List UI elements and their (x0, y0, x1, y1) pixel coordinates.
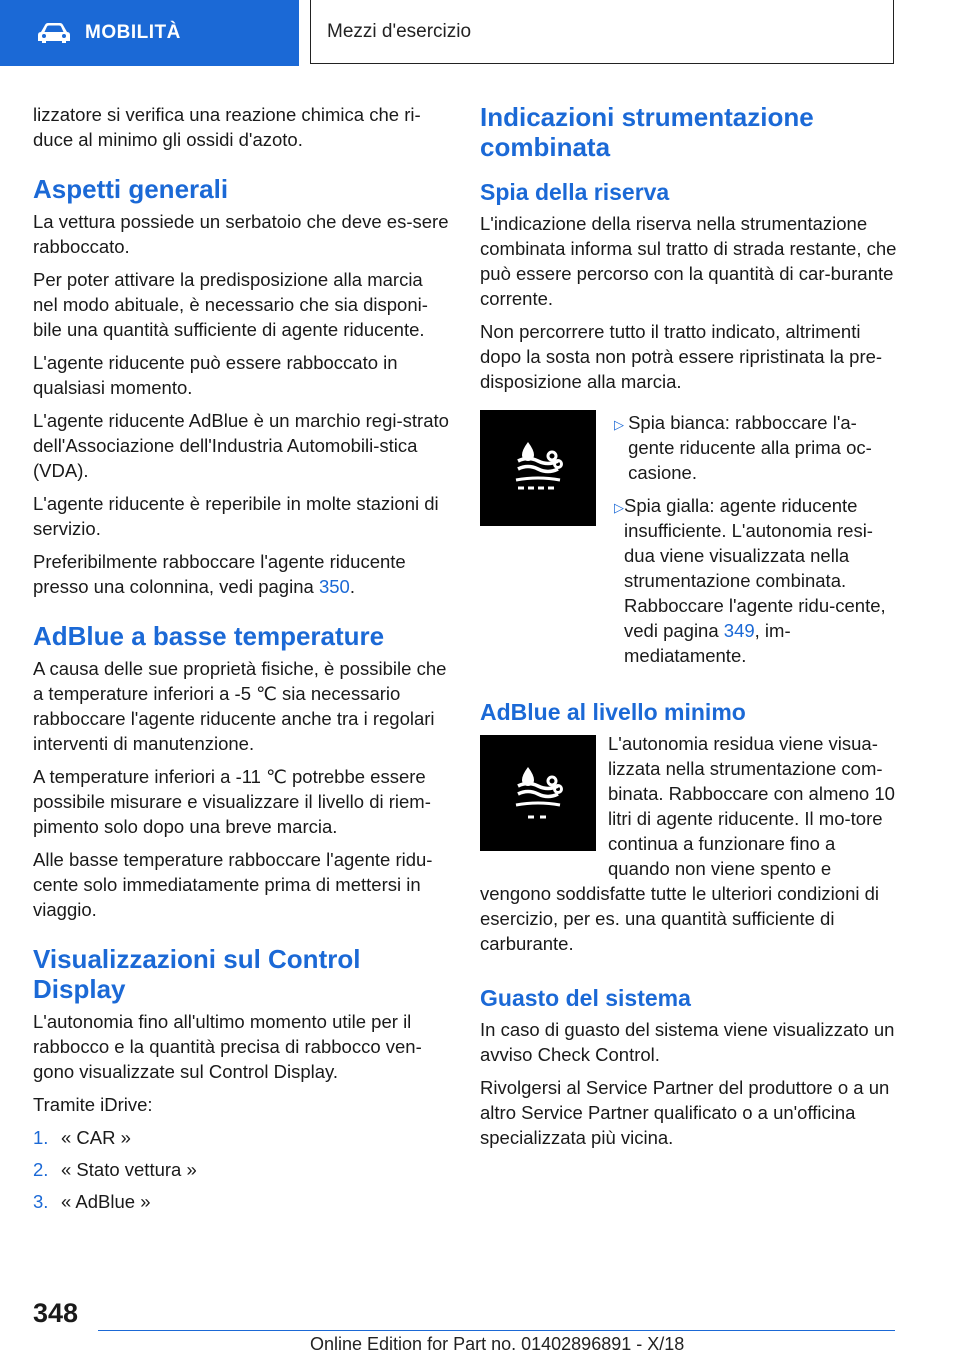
paragraph: La vettura possiede un serbatoio che deve es-sere rabboccato. (33, 211, 449, 257)
list-item (33, 1157, 449, 1182)
chapter-label: Mezzi d'esercizio (327, 20, 472, 42)
bullet-text (624, 493, 900, 668)
warning-bullets (614, 410, 900, 676)
paragraph: Tramite iDrive: (33, 1094, 153, 1115)
page-number: 348 (33, 1298, 79, 1328)
list-item (33, 1125, 449, 1150)
paragraph: Alle basse temperature rabboccare l'agente ridu-cente solo immediatamente prima di mettersi in viaggio. (33, 849, 433, 920)
list-item (33, 1189, 449, 1214)
heading-indicazioni-strumentazione: Indicazioni strumentazione combinata (480, 102, 814, 162)
paragraph: L'agente riducente può essere rabboccato in qualsiasi momento. (33, 352, 398, 398)
paragraph: L'agente riducente AdBlue è un marchio regi-strato dell'Associazione dell'Industria Automobili-stica (VDA). (33, 410, 449, 481)
reserve-warning-row (480, 410, 900, 676)
intro-paragraph: lizzatore si verifica una reazione chimica che ri-duce al minimo gli ossidi d'azoto. (33, 104, 421, 150)
car-icon (37, 22, 71, 44)
minimum-level-block (480, 731, 900, 956)
footer-edition: Online Edition for Part no. 01402896891 - X/18 (310, 1334, 685, 1354)
page-link-349[interactable]: 349 (723, 620, 755, 641)
paragraph: A temperature inferiori a -11 ℃ potrebbe essere possibile misurare e visualizzare il livello di riem-pimento solo dopo una breve marcia. (33, 766, 431, 837)
chapter-tab (310, 0, 894, 64)
adblue-minimum-icon (480, 735, 596, 851)
paragraph-text: Preferibilmente rabboccare l'agente riducente presso una colonnina, vedi pagina (33, 551, 406, 597)
step-text: « Stato vettura » (61, 1159, 197, 1180)
triangle-bullet-icon: ▷ (614, 417, 624, 432)
triangle-bullet-icon: ▷ (614, 500, 624, 515)
step-number: 1. (33, 1127, 49, 1148)
heading-aspetti-generali: Aspetti generali (33, 174, 229, 204)
paragraph: Non percorrere tutto il tratto indicato, altrimenti dopo la sosta non potrà essere ripristinata la pre-disposizione alla marcia. (480, 321, 883, 392)
page-link-350[interactable]: 350 (318, 576, 350, 597)
left-column (33, 102, 449, 1221)
step-number: 3. (33, 1191, 49, 1212)
paragraph (33, 549, 449, 599)
paragraph: In caso di guasto del sistema viene visualizzato un avviso Check Control. (480, 1019, 895, 1065)
bullet-text: Spia bianca: rabboccare l'a-gente riducente alla prima oc-casione. (628, 412, 872, 483)
step-text: « AdBlue » (61, 1191, 151, 1212)
paragraph: Rivolgersi al Service Partner del produttore o a un altro Service Partner qualificato o a un'officina specializzata più vicina. (480, 1077, 890, 1148)
idrive-steps (33, 1125, 449, 1214)
adblue-warning-icon (480, 410, 596, 526)
footer-divider (98, 1330, 895, 1331)
heading-adblue-livello-minimo: AdBlue al livello minimo (480, 699, 746, 725)
paragraph: Per poter attivare la predisposizione alla marcia nel modo abituale, è necessario che sia disponi-bile una quantità sufficiente di agente riducente. (33, 269, 428, 340)
heading-spia-riserva: Spia della riserva (480, 179, 670, 205)
paragraph: L'autonomia fino all'ultimo momento utile per il rabbocco e la quantità precisa di rabbocco ven-gono visualizzate sul Control Display. (33, 1011, 422, 1082)
section-tab (0, 0, 299, 66)
heading-guasto-sistema: Guasto del sistema (480, 985, 691, 1011)
step-number: 2. (33, 1159, 49, 1180)
step-text: « CAR » (61, 1127, 131, 1148)
heading-visualizzazioni-control-display: Visualizzazioni sul Control Display (33, 944, 361, 1004)
paragraph: L'indicazione della riserva nella strumentazione combinata informa sul tratto di strada restante, che può essere percorso con la quantità di car-burante corrente. (480, 213, 897, 309)
paragraph: L'autonomia residua viene visua-lizzata nella strumentazione com-binata. Rabboccare con almeno 10 litri di agente riducente. Il mo-tore continua a funzionare fino a quando non viene spento e vengono soddisfatte tutte le ulteriori condizioni di esercizio, per es. una quantità sufficiente di carburante. (480, 733, 895, 954)
bullet-text-main: Spia gialla: agente riducente insufficiente. L'autonomia resi-dua viene visualizzata nella strumentazione combinata. Rabboccare l'agente ridu-cente, vedi pagina (624, 495, 886, 641)
list-item (614, 410, 900, 485)
section-label: MOBILITÀ (85, 22, 181, 43)
right-column (480, 102, 900, 1158)
list-item (614, 493, 900, 668)
paragraph-end: . (349, 576, 355, 597)
bullet-text-end: , im-mediatamente. (624, 620, 791, 666)
paragraph: A causa delle sue proprietà fisiche, è possibile che a temperature inferiori a -5 ℃ sia necessario rabboccare l'agente riducente anche tra i regolari interventi di manutenzione. (33, 658, 447, 754)
paragraph: L'agente riducente è reperibile in molte stazioni di servizio. (33, 493, 439, 539)
heading-adblue-basse-temperature: AdBlue a basse temperature (33, 621, 385, 651)
